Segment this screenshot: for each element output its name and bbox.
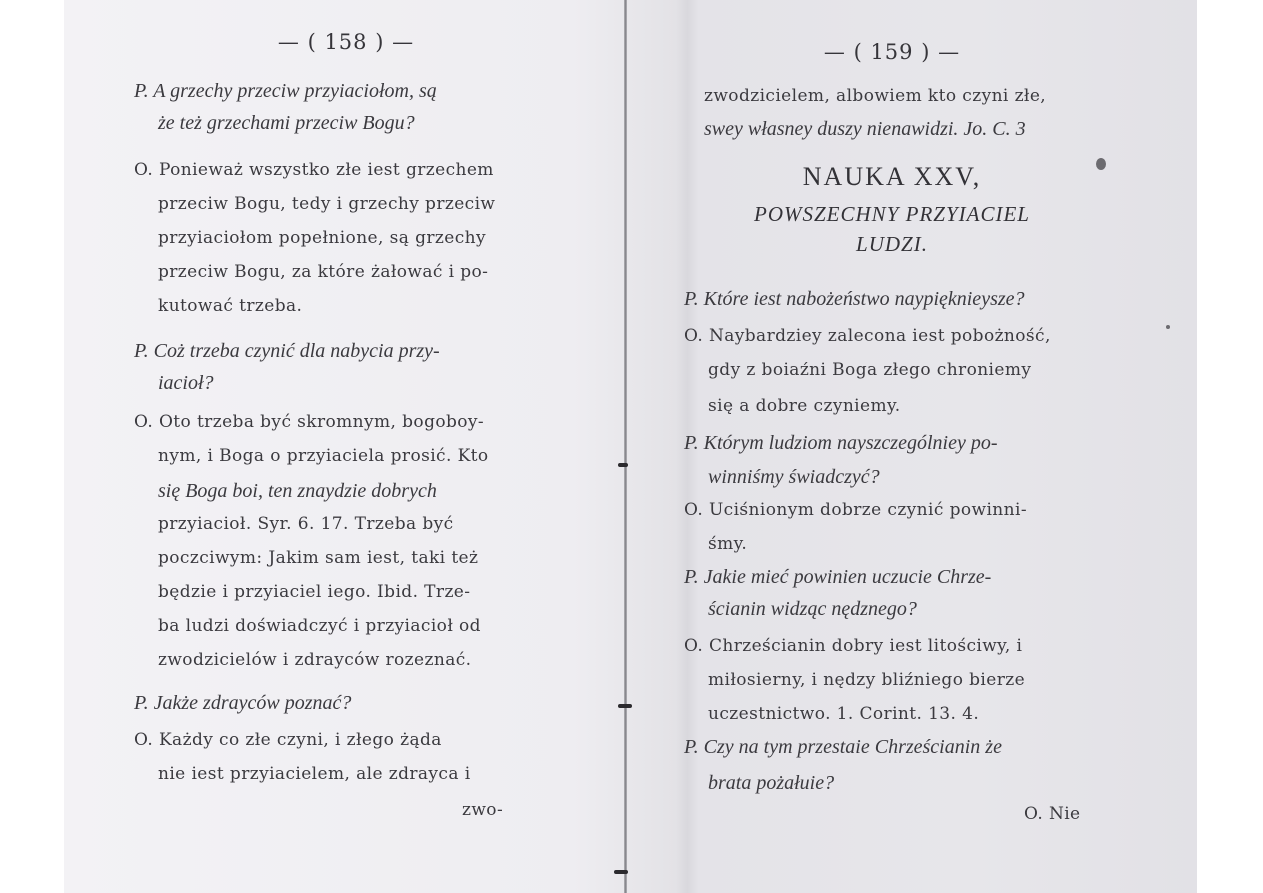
question-line: brata pożałuie? bbox=[708, 772, 835, 794]
answer-line: przeciw Bogu, tedy i grzechy przeciw bbox=[158, 194, 496, 214]
answer-line: O. Każdy co złe czyni, i złego żąda bbox=[134, 730, 442, 750]
book-scan bbox=[64, 0, 1197, 893]
left-page bbox=[126, 0, 566, 893]
question-line: P. Jakże zdrayców poznać? bbox=[134, 692, 352, 714]
answer-line: O. Uciśnionym dobrze czynić powinni- bbox=[684, 500, 1027, 520]
question-line: P. A grzechy przeciw przyiaciołom, są bbox=[134, 80, 437, 102]
answer-line: śmy. bbox=[708, 534, 748, 554]
question-line: P. Czy na tym przestaie Chrześcianin że bbox=[684, 736, 1002, 758]
question-line: P. Które iest nabożeństwo naypięknieysze? bbox=[684, 288, 1025, 310]
book-spine bbox=[624, 0, 627, 893]
answer-line: O. Ponieważ wszystko złe iest grzechem bbox=[134, 160, 494, 180]
answer-line: ba ludzi doświadczyć i przyiacioł od bbox=[158, 616, 481, 636]
answer-line: O. Oto trzeba być skromnym, bogoboy- bbox=[134, 412, 485, 432]
right-page bbox=[672, 0, 1112, 893]
question-line: P. Jakie mieć powinien uczucie Chrze- bbox=[684, 566, 992, 588]
continued-line: swey własney duszy nienawidzi. Jo. C. 3 bbox=[704, 118, 1026, 140]
answer-line: nie iest przyiacielem, ale zdrayca i bbox=[158, 764, 471, 784]
answer-line: przeciw Bogu, za które żałować i po- bbox=[158, 262, 489, 282]
answer-line: O. Nie bbox=[1024, 804, 1081, 824]
answer-line: się Boga boi, ten znaydzie dobrych bbox=[158, 480, 437, 502]
answer-line: O. Chrześcianin dobry iest litościwy, i bbox=[684, 636, 1023, 656]
page-number: — ( 158 ) — bbox=[277, 30, 415, 54]
answer-line: się a dobre czyniemy. bbox=[708, 396, 901, 416]
continued-line: zwodzicielem, albowiem kto czyni złe, bbox=[704, 86, 1047, 106]
catchword: zwo- bbox=[462, 800, 504, 820]
question-line: winniśmy świadczyć? bbox=[708, 466, 880, 488]
question-line: ścianin widząc nędznego? bbox=[708, 598, 917, 620]
answer-line: przyiacioł. Syr. 6. 17. Trzeba być bbox=[158, 514, 454, 534]
question-line: P. Którym ludziom nayszczególniey po- bbox=[684, 432, 998, 454]
chapter-subtitle: POWSZECHNY PRZYIACIEL bbox=[754, 202, 1030, 226]
answer-line: uczestnictwo. 1. Corint. 13. 4. bbox=[708, 704, 980, 724]
answer-line: zwodzicielów i zdrayców rozeznać. bbox=[158, 650, 472, 670]
answer-line: O. Naybardziey zalecona iest pobożność, bbox=[684, 326, 1051, 346]
chapter-title: NAUKA XXV, bbox=[802, 162, 982, 191]
answer-line: poczciwym: Jakim sam iest, taki też bbox=[158, 548, 479, 568]
answer-line: nym, i Boga o przyiaciela prosić. Kto bbox=[158, 446, 489, 466]
spine-mark bbox=[618, 704, 632, 708]
question-line: iacioł? bbox=[158, 372, 214, 394]
page-number: — ( 159 ) — bbox=[823, 40, 961, 64]
question-line: że też grzechami przeciw Bogu? bbox=[158, 112, 415, 134]
answer-line: będzie i przyiaciel iego. Ibid. Trze- bbox=[158, 582, 471, 602]
answer-line: miłosierny, i nędzy bliźniego bierze bbox=[708, 670, 1026, 690]
question-line: P. Coż trzeba czynić dla nabycia przy- bbox=[134, 340, 440, 362]
ink-spot bbox=[1166, 325, 1170, 329]
answer-line: przyiaciołom popełnione, są grzechy bbox=[158, 228, 486, 248]
answer-line: gdy z boiaźni Boga złego chroniemy bbox=[708, 360, 1032, 380]
spine-mark bbox=[618, 463, 628, 467]
answer-line: kutować trzeba. bbox=[158, 296, 303, 316]
spine-mark bbox=[614, 870, 628, 874]
chapter-subtitle: LUDZI. bbox=[856, 232, 928, 256]
